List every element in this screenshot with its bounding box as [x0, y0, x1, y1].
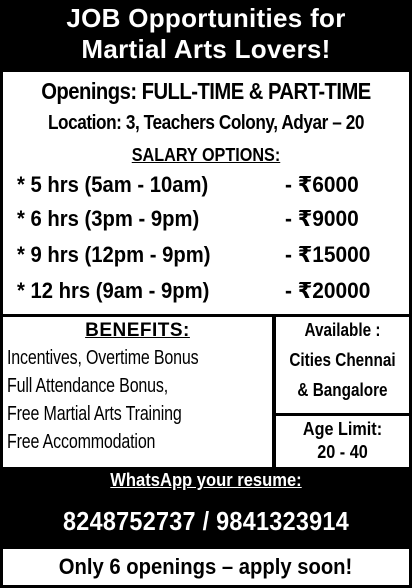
benefit-line: Incentives, Overtime Bonus	[7, 347, 199, 369]
benefit-line: Free Martial Arts Training	[7, 403, 182, 425]
salary-hours: * 9 hrs (12pm - 9pm)	[17, 242, 211, 267]
location-text: Location: 3, Teachers Colony, Adyar – 20	[47, 112, 365, 134]
availability-panel	[276, 317, 409, 413]
header-line-2: Martial Arts Lovers!	[81, 34, 331, 64]
salary-amount: - ₹9000	[285, 206, 359, 231]
salary-row	[17, 242, 403, 272]
salary-options-title: SALARY OPTIONS:	[131, 145, 281, 165]
job-details-panel	[3, 72, 409, 314]
salary-amount: - ₹20000	[285, 278, 371, 303]
salary-amount: - ₹15000	[285, 242, 371, 267]
salary-row	[17, 206, 403, 236]
benefits-title: BENEFITS:	[85, 320, 190, 341]
benefits-panel	[3, 317, 272, 467]
age-limit-panel	[276, 416, 409, 467]
salary-hours: * 6 hrs (3pm - 9pm)	[17, 206, 200, 231]
salary-row	[17, 172, 403, 202]
age-limit-value: 20 - 40	[317, 442, 368, 462]
age-limit-title: Age Limit:	[302, 419, 383, 439]
benefit-line: Full Attendance Bonus,	[7, 375, 169, 397]
header-line-1: JOB Opportunities for	[66, 3, 346, 33]
whatsapp-instruction: WhatsApp your resume:	[110, 470, 302, 490]
footer-banner	[3, 549, 409, 585]
phone-numbers: 8248752737 / 9841323914	[62, 506, 350, 536]
salary-hours: * 12 hrs (9am - 9pm)	[17, 278, 210, 303]
available-title: Available :	[304, 320, 381, 340]
salary-amount: - ₹6000	[285, 172, 359, 197]
salary-row	[17, 278, 403, 308]
available-cities-line-2: & Bangalore	[297, 380, 388, 400]
salary-hours: * 5 hrs (5am - 10am)	[17, 172, 209, 197]
ad-header	[0, 0, 412, 70]
openings-text: Openings: FULL-TIME & PART-TIME	[41, 78, 371, 104]
available-cities-line-1: Cities Chennai	[289, 350, 396, 370]
benefit-line: Free Accommodation	[7, 431, 156, 453]
footer-text: Only 6 openings – apply soon!	[59, 554, 353, 579]
